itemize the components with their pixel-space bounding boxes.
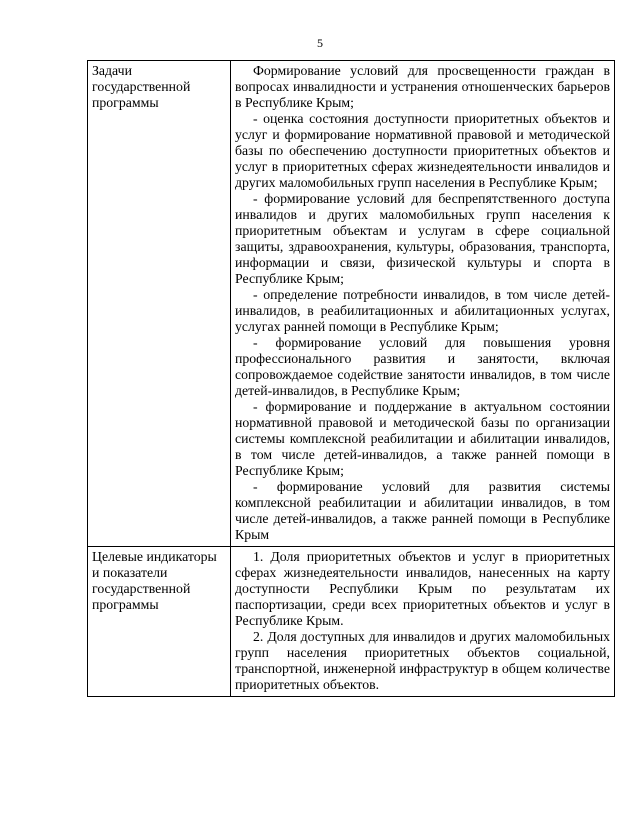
paragraph: - формирование условий для беспрепятственного доступа инвалидов и других маломобильных групп населения к приоритетным объектам и услугам в сфере социальной защиты, здравоохранения, культуры, образования, транспорта, информации и связи, физической культуры и спорта в Республике Крым; [235,191,610,286]
paragraph: 2. Доля доступных для инвалидов и других маломобильных групп населения приоритетных объектов социальной, транспортной, инженерной инфраструктур в общем количестве приоритетных объектов. [235,629,610,692]
program-passport-table [87,60,615,697]
table-row-indicators [88,547,615,697]
paragraph: - формирование условий для повышения уровня профессионального развития и занятости, включая сопровождаемое содействие занятости инвалидов, в том числе детей-инвалидов, в Республике Крым; [235,335,610,398]
row-content-tasks [231,61,615,547]
page-number: 5 [317,36,323,50]
paragraph: - определение потребности инвалидов, в том числе детей-инвалидов, в реабилитационных и абилитационных услугах, услугах ранней помощи в Республике Крым; [235,287,610,334]
row-label-tasks: Задачи государственной программы [88,61,231,547]
paragraph: - формирование и поддержание в актуальном состоянии нормативной правовой и методической базы по организации системы комплексной реабилитации и абилитации инвалидов, в том числе детей-инвалидов, а также ранней помощи в Республике Крым; [235,399,610,478]
paragraph: - оценка состояния доступности приоритетных объектов и услуг и формирование нормативной правовой и методической базы по обеспечению доступности приоритетных объектов и услуг в приоритетных сферах жизнедеятельности инвалидов и других маломобильных групп населения в Республике Крым; [235,111,610,190]
table-row-tasks [88,61,615,547]
paragraph: Формирование условий для просвещенности граждан в вопросах инвалидности и устранения отношенческих барьеров в Республике Крым; [235,63,610,110]
row-label-indicators: Целевые индикаторы и показатели государственной программы [88,547,231,697]
paragraph: - формирование условий для развития системы комплексной реабилитации и абилитации инвалидов, в том числе детей-инвалидов, а также ранней помощи в Республике Крым [235,479,610,542]
paragraph: 1. Доля приоритетных объектов и услуг в приоритетных сферах жизнедеятельности инвалидов, нанесенных на карту доступности Республики Крым по результатам их паспортизации, среди всех приоритетных объектов и услуг в Республике Крым. [235,549,610,628]
row-content-indicators [231,547,615,697]
